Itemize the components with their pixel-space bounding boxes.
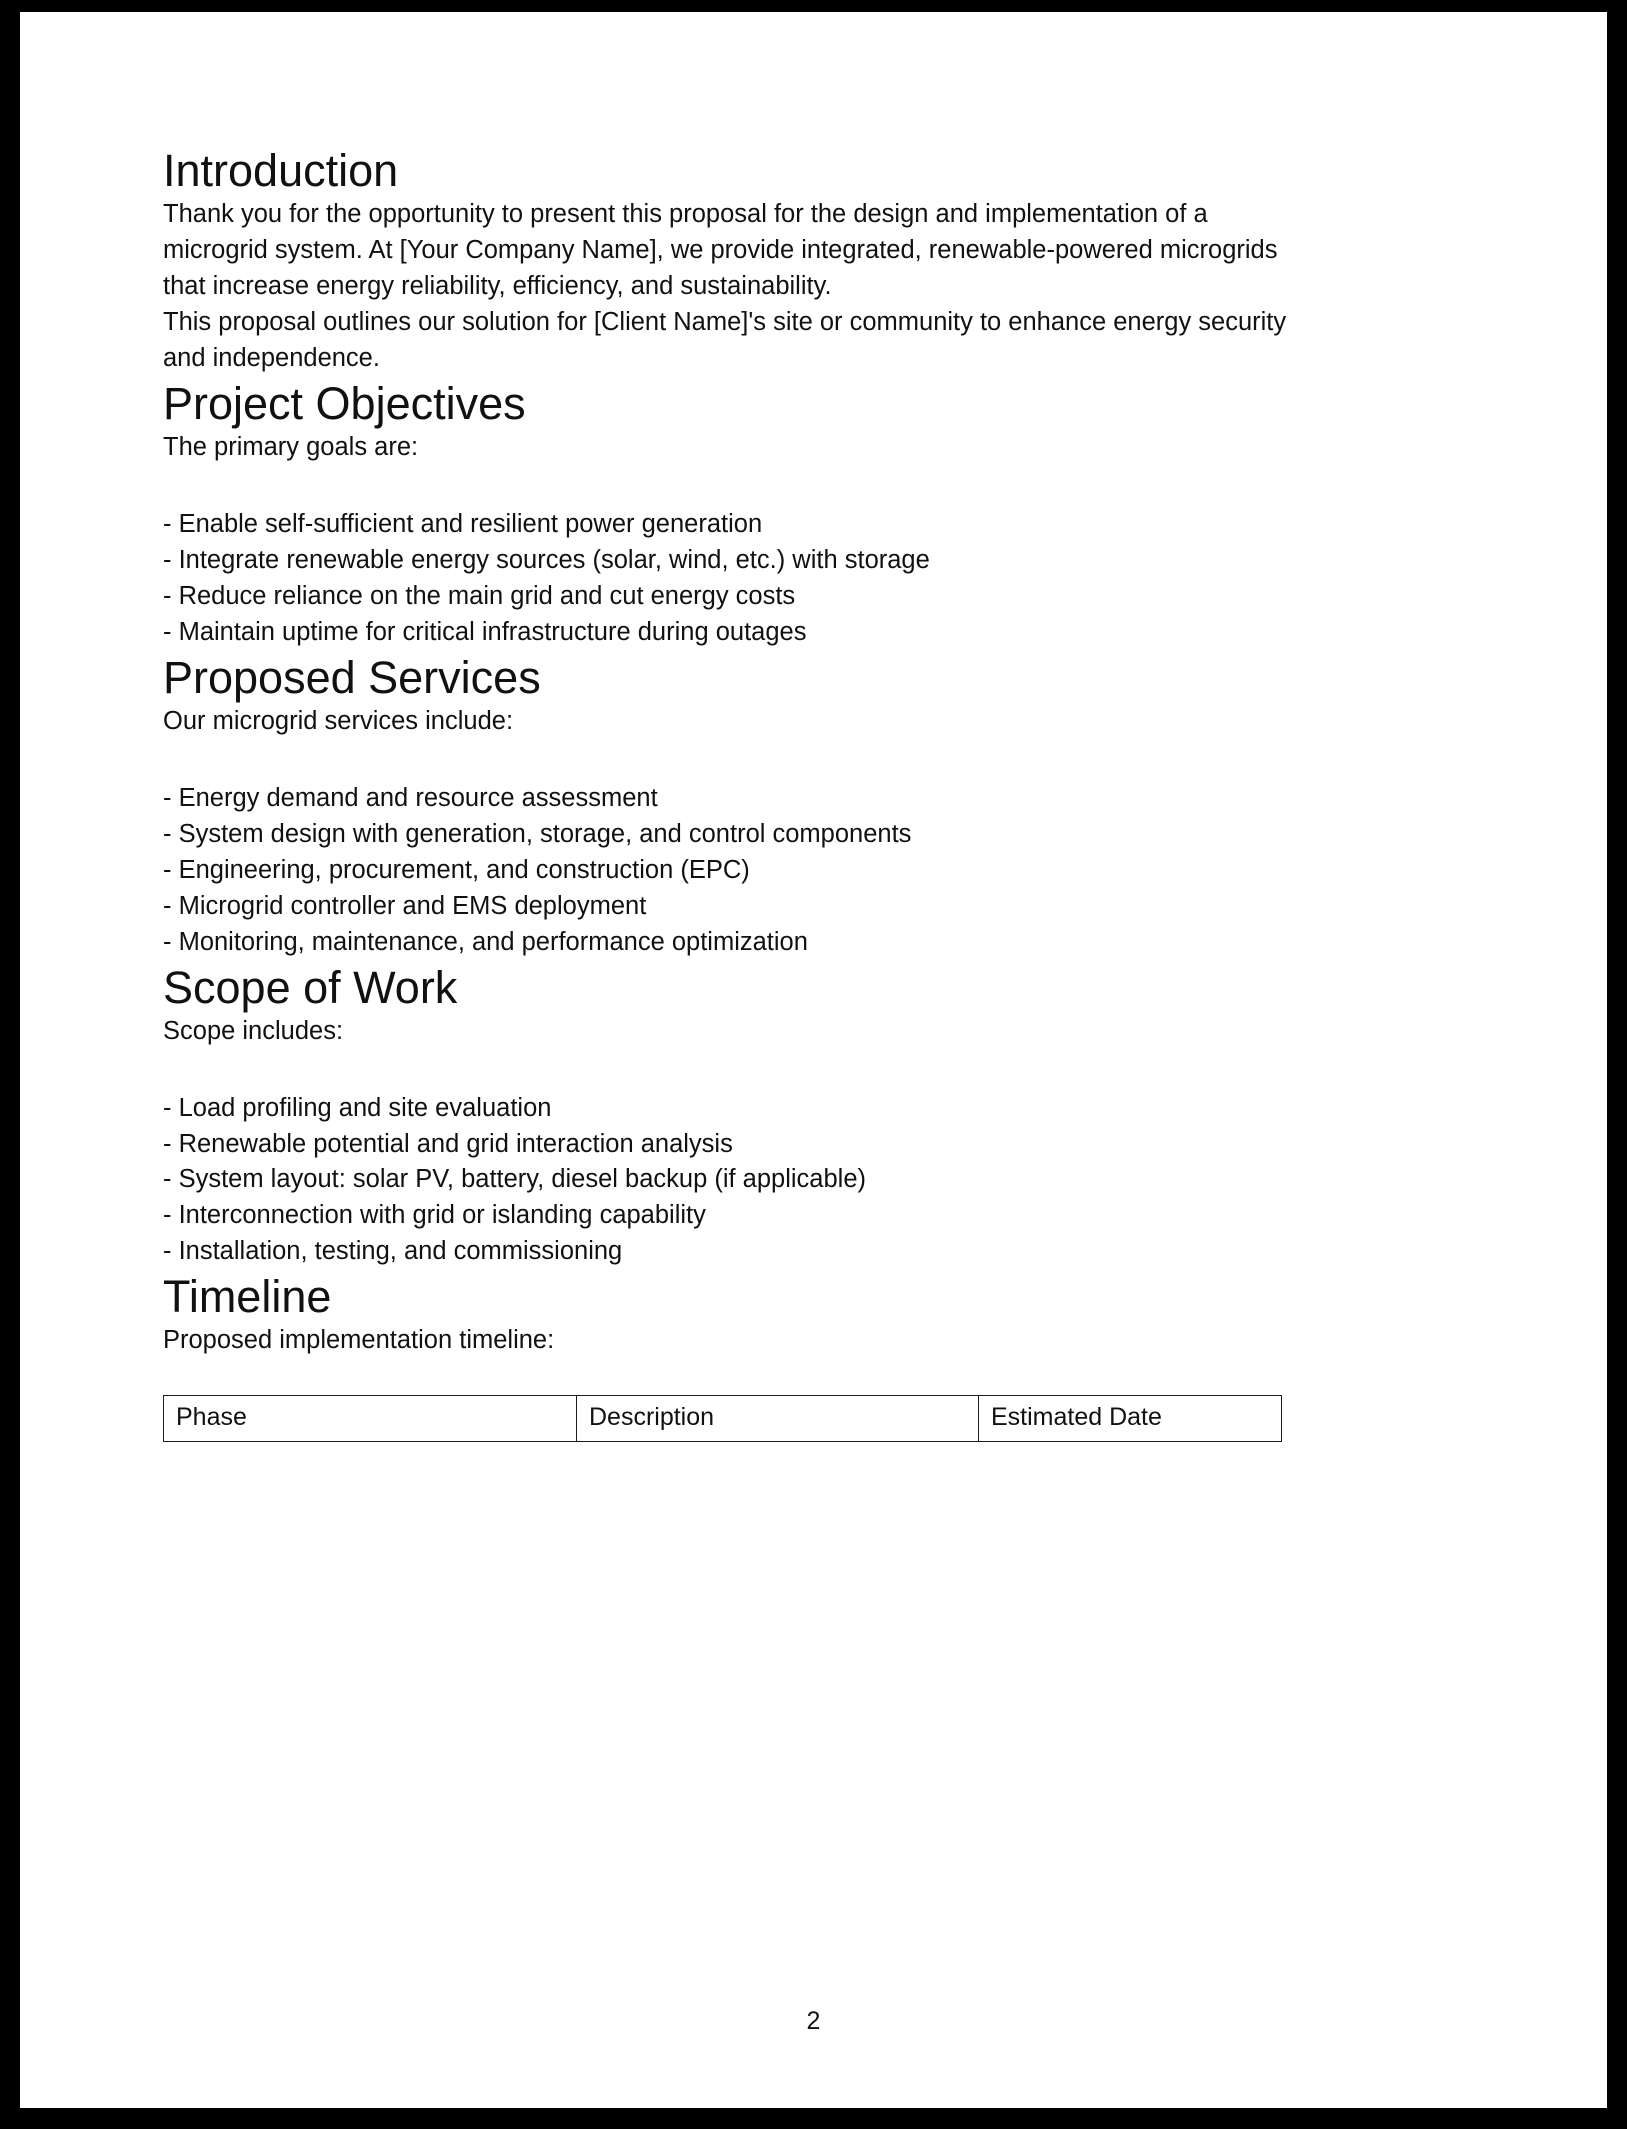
- section-heading-scope-of-work: Scope of Work: [163, 961, 458, 1013]
- scope-of-work-list: [163, 1091, 1363, 1271]
- list-item: - Integrate renewable energy sources (solar, wind, etc.) with storage: [163, 545, 930, 574]
- introduction-paragraph-2: This proposal outlines our solution for [Client Name]'s site or community to enhance energy security and independence.: [163, 307, 1287, 372]
- list-item: - Load profiling and site evaluation: [163, 1093, 552, 1122]
- list-item: - System layout: solar PV, battery, diesel backup (if applicable): [163, 1165, 867, 1194]
- list-item: - Energy demand and resource assessment: [163, 783, 658, 812]
- document-content: [163, 144, 1363, 1442]
- table-header-phase: Phase: [164, 1396, 577, 1442]
- section-heading-introduction: Introduction: [163, 145, 399, 196]
- page-number: 2: [806, 2007, 821, 2035]
- list-item: - Microgrid controller and EMS deployment: [163, 891, 647, 920]
- document-page: [20, 12, 1607, 2108]
- list-item: - Maintain uptime for critical infrastructure during outages: [163, 617, 807, 646]
- table-header-row: [164, 1396, 1282, 1442]
- list-item: - Enable self-sufficient and resilient power generation: [163, 509, 763, 538]
- list-item: - Reduce reliance on the main grid and cut energy costs: [163, 581, 796, 610]
- proposed-services-intro: Our microgrid services include:: [163, 706, 514, 735]
- table-header-estimated-date: Estimated Date: [979, 1396, 1282, 1442]
- proposed-services-list: [163, 781, 1363, 961]
- project-objectives-list: [163, 507, 1363, 651]
- project-objectives-intro: The primary goals are:: [163, 432, 419, 461]
- list-item: - Installation, testing, and commissioning: [163, 1237, 623, 1266]
- list-item: - Interconnection with grid or islanding capability: [163, 1201, 706, 1230]
- list-item: - Engineering, procurement, and construction (EPC): [163, 855, 750, 884]
- table-header-description: Description: [577, 1396, 979, 1442]
- section-heading-proposed-services: Proposed Services: [163, 651, 541, 703]
- timeline-intro: Proposed implementation timeline:: [163, 1326, 555, 1355]
- timeline-table: [163, 1395, 1282, 1442]
- list-item: - Renewable potential and grid interaction analysis: [163, 1129, 733, 1158]
- section-heading-timeline: Timeline: [163, 1271, 332, 1323]
- section-heading-project-objectives: Project Objectives: [163, 377, 526, 429]
- scope-of-work-intro: Scope includes:: [163, 1016, 344, 1045]
- list-item: - System design with generation, storage, and control components: [163, 819, 912, 848]
- introduction-paragraph-1: Thank you for the opportunity to present this proposal for the design and implementation of a microgrid system. At [Your Company Name], we provide integrated, renewable-powered microgrids that increase energy reliability, efficiency, and sustainability.: [163, 200, 1278, 300]
- list-item: - Monitoring, maintenance, and performance optimization: [163, 927, 808, 956]
